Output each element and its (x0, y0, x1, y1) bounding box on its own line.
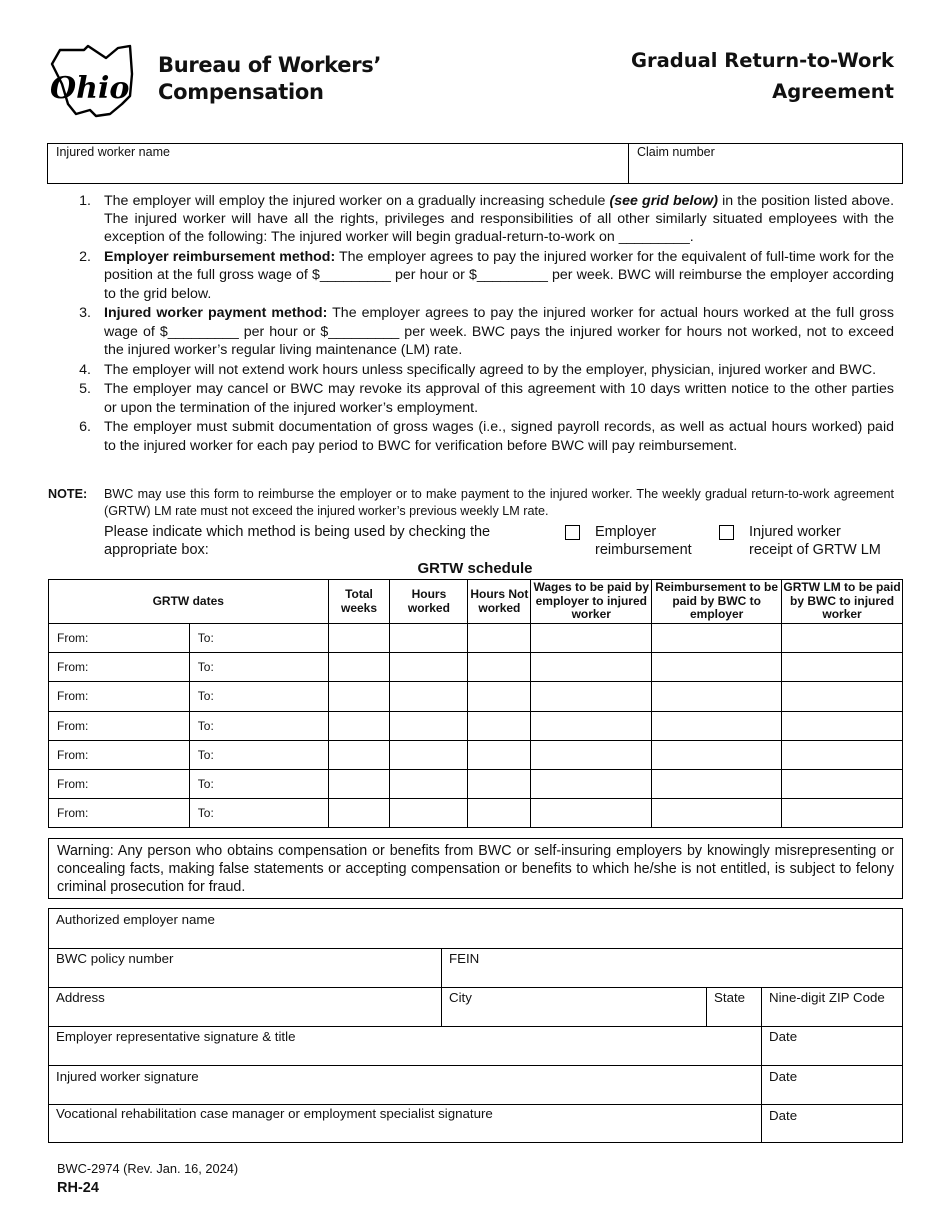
header-wages-employer: Wages to be paid by employer to injured worker (531, 580, 652, 624)
term-item (48, 304, 894, 359)
hours-not-worked-cell[interactable] (468, 624, 531, 653)
from-cell[interactable]: From: (49, 653, 190, 682)
term-text (104, 248, 894, 303)
hours-not-worked-cell[interactable] (468, 711, 531, 740)
injured-worker-signature-field[interactable]: Injured worker signature (56, 1069, 199, 1084)
fein-field[interactable]: FEIN (449, 951, 480, 966)
employer-section (48, 908, 903, 1143)
to-cell[interactable]: To: (189, 769, 328, 798)
term-text (104, 380, 894, 416)
authorized-employer-name-field[interactable]: Authorized employer name (56, 912, 215, 927)
method-prompt: Please indicate which method is being used by checking the appropriate box: (104, 524, 491, 558)
to-cell[interactable]: To: (189, 711, 328, 740)
term-text (104, 361, 894, 379)
hours-not-worked-cell[interactable] (468, 682, 531, 711)
reimbursement-cell[interactable] (652, 653, 782, 682)
term-number: 4. (79, 361, 91, 378)
term-body: The employer agrees to pay the injured worker for actual hours worked at the full gross wage of $_________ per hour or $_________ per week. BWC pays the injured worker for hours not worked, not to exceed the injured worker’s regular living maintenance (LM) rate. (104, 305, 894, 358)
wages-cell[interactable] (531, 769, 652, 798)
term-number: 6. (79, 419, 91, 436)
hours-worked-cell[interactable] (390, 682, 468, 711)
total-weeks-cell[interactable] (328, 711, 390, 740)
reimbursement-cell[interactable] (652, 769, 782, 798)
term-number: 5. (79, 381, 91, 398)
employer-signature-field[interactable]: Employer representative signature & title (56, 1029, 296, 1044)
schedule-header-row (49, 580, 903, 624)
header-hours-not-worked: Hours Not worked (468, 580, 531, 624)
agreement-terms (48, 192, 894, 456)
wages-cell[interactable] (531, 682, 652, 711)
to-cell[interactable]: To: (189, 653, 328, 682)
from-cell[interactable]: From: (49, 740, 190, 769)
form-number: BWC-2974 (Rev. Jan. 16, 2024) (57, 1161, 239, 1176)
wages-cell[interactable] (531, 799, 652, 828)
term-number: 3. (79, 305, 91, 322)
header-grtw-lm: GRTW LM to be paid by BWC to injured worker (782, 580, 903, 624)
reimbursement-cell[interactable] (652, 711, 782, 740)
total-weeks-cell[interactable] (328, 740, 390, 769)
term-text (104, 418, 894, 454)
claim-number-field[interactable] (628, 143, 903, 184)
to-cell[interactable]: To: (189, 624, 328, 653)
grtw-lm-cell[interactable] (782, 624, 903, 653)
injured-worker-name-label: Injured worker name (56, 145, 170, 159)
hours-worked-cell[interactable] (390, 653, 468, 682)
schedule-row (49, 711, 903, 740)
from-cell[interactable]: From: (49, 711, 190, 740)
total-weeks-cell[interactable] (328, 769, 390, 798)
wages-cell[interactable] (531, 624, 652, 653)
hours-worked-cell[interactable] (390, 624, 468, 653)
city-field[interactable]: City (449, 990, 472, 1005)
note-label: NOTE: (48, 487, 88, 501)
term-number: 2. (79, 249, 91, 266)
claim-number-label: Claim number (637, 145, 715, 159)
term-heading: Injured worker payment method: (104, 305, 328, 322)
to-cell[interactable]: To: (189, 682, 328, 711)
hours-worked-cell[interactable] (390, 769, 468, 798)
schedule-title: GRTW schedule (417, 560, 533, 577)
svg-text:Ohio: Ohio (50, 71, 130, 106)
reimbursement-cell[interactable] (652, 799, 782, 828)
term-body: The employer will not extend work hours unless specifically agreed to by the employer, physician, injured worker and BWC. (104, 361, 877, 378)
zip-code-field[interactable]: Nine-digit ZIP Code (769, 990, 885, 1005)
hours-not-worked-cell[interactable] (468, 799, 531, 828)
hours-not-worked-cell[interactable] (468, 769, 531, 798)
total-weeks-cell[interactable] (328, 653, 390, 682)
header-hours-worked: Hours worked (390, 580, 468, 624)
employer-reimbursement-label: Employer reimbursement (595, 524, 692, 558)
bwc-policy-number-field[interactable]: BWC policy number (56, 951, 174, 966)
grtw-lm-cell[interactable] (782, 740, 903, 769)
address-field[interactable]: Address (56, 990, 105, 1005)
schedule-row (49, 653, 903, 682)
hours-worked-cell[interactable] (390, 799, 468, 828)
term-item (48, 418, 894, 454)
grtw-lm-cell[interactable] (782, 653, 903, 682)
hours-not-worked-cell[interactable] (468, 653, 531, 682)
note-text: BWC may use this form to reimburse the employer or to make payment to the injured worker. The weekly gradual return-to-work agreement (GRTW) LM rate must not exceed the injured worker’s previous weekly LM rate. (104, 487, 894, 518)
term-body: The employer may cancel or BWC may revoke its approval of this agreement with 10 days written notice to the other parties or upon the termination of the injured worker’s employment. (104, 381, 894, 416)
from-cell[interactable]: From: (49, 769, 190, 798)
grtw-schedule-table (48, 579, 903, 828)
wages-cell[interactable] (531, 711, 652, 740)
reimbursement-cell[interactable] (652, 682, 782, 711)
vr-date-field[interactable]: Date (769, 1108, 798, 1123)
hours-worked-cell[interactable] (390, 740, 468, 769)
agency-name: Bureau of Workers’ Compensation (158, 53, 382, 104)
schedule-row (49, 682, 903, 711)
injured-worker-receipt-checkbox[interactable] (719, 525, 734, 540)
term-text (104, 192, 894, 247)
reimbursement-cell[interactable] (652, 740, 782, 769)
form-title: Gradual Return-to-Work Agreement (630, 49, 894, 103)
schedule-row (49, 769, 903, 798)
schedule-row (49, 740, 903, 769)
term-item (48, 380, 894, 416)
hours-not-worked-cell[interactable] (468, 740, 531, 769)
header-reimbursement-bwc: Reimbursement to be paid by BWC to employer (652, 580, 782, 624)
term-body: The employer will employ the injured worker on a gradually increasing schedule (104, 193, 610, 209)
to-cell[interactable]: To: (189, 799, 328, 828)
grtw-lm-cell[interactable] (782, 682, 903, 711)
header-grtw-dates: GRTW dates (49, 580, 329, 624)
note (48, 486, 894, 519)
wages-cell[interactable] (531, 740, 652, 769)
from-cell[interactable]: From: (49, 624, 190, 653)
grtw-lm-cell[interactable] (782, 711, 903, 740)
term-number: 1. (79, 193, 91, 209)
term-item (48, 192, 894, 247)
injured-worker-receipt-label: Injured worker receipt of GRTW LM (749, 524, 881, 558)
grtw-lm-cell[interactable] (782, 799, 903, 828)
injured-worker-date-field[interactable]: Date (769, 1069, 798, 1084)
term-body-rest: in the position listed above. The injured worker will have all the rights, privileges and responsibilities of all other similarly situated employees with the exception of the following: The injured worker will begin gradual-return-to-work on _________. (104, 193, 895, 246)
state-field[interactable]: State (714, 990, 746, 1005)
fraud-warning: Warning: Any person who obtains compensation or benefits from BWC or self-insuring employers by knowingly misrepresenting or concealing facts, making false statements or accepting compensation or benefits to which he/she is not entitled, is subject to felony criminal prosecution for fraud. (48, 838, 903, 899)
grtw-lm-cell[interactable] (782, 769, 903, 798)
employer-date-field[interactable]: Date (769, 1029, 798, 1044)
injured-worker-name-field[interactable] (47, 143, 629, 184)
total-weeks-cell[interactable] (328, 799, 390, 828)
schedule-row (49, 624, 903, 653)
term-body: The employer must submit documentation of gross wages (i.e., signed payroll records, as well as actual hours worked) paid to the injured worker for each pay period to BWC for verification before BWC will pay reimbursement. (104, 419, 894, 454)
term-text (104, 304, 894, 359)
header-total-weeks: Total weeks (328, 580, 390, 624)
total-weeks-cell[interactable] (328, 624, 390, 653)
term-item (48, 361, 894, 379)
term-emphasis: (see grid below) (609, 193, 718, 209)
employer-reimbursement-checkbox[interactable] (565, 525, 580, 540)
total-weeks-cell[interactable] (328, 682, 390, 711)
term-item (48, 248, 894, 303)
term-heading: Employer reimbursement method: (104, 249, 336, 266)
from-cell[interactable]: From: (49, 799, 190, 828)
to-cell[interactable]: To: (189, 740, 328, 769)
from-cell[interactable]: From: (49, 682, 190, 711)
ohio-logo (46, 44, 146, 120)
hours-worked-cell[interactable] (390, 711, 468, 740)
vr-signature-field[interactable]: Vocational rehabilitation case manager or employment specialist signature (56, 1106, 493, 1121)
form-code: RH-24 (57, 1180, 99, 1196)
wages-cell[interactable] (531, 653, 652, 682)
reimbursement-cell[interactable] (652, 624, 782, 653)
schedule-row (49, 799, 903, 828)
term-body: The employer agrees to pay the injured worker for the equivalent of full-time work for the position at the full gross wage of $_________ per hour or $_________ per week. BWC will reimburse the employer according to the grid below. (104, 249, 894, 302)
